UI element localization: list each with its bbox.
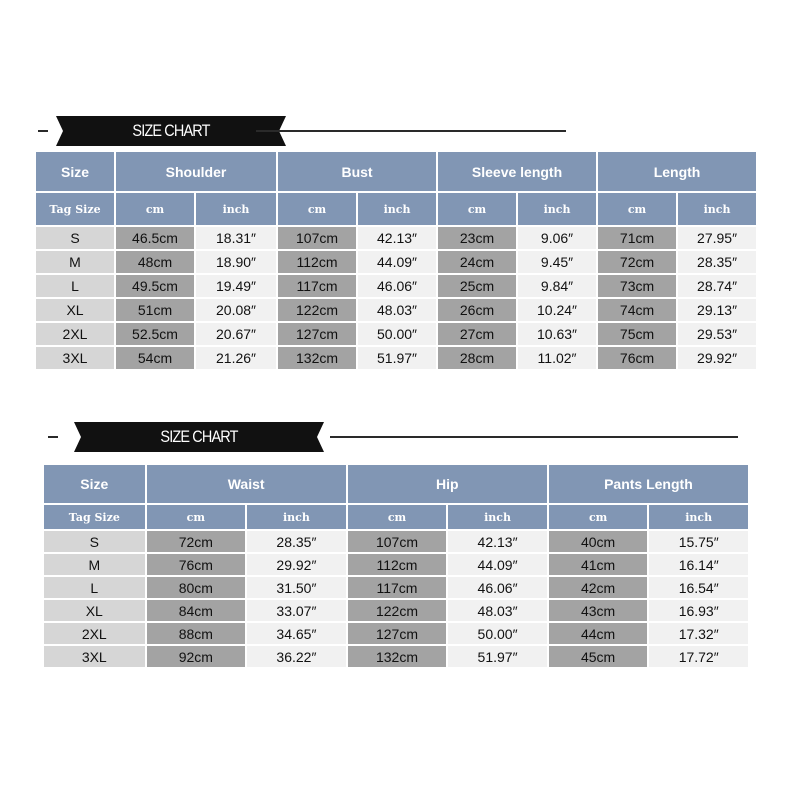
cm-value: 122cm (348, 600, 447, 621)
inch-value: 50.00″ (448, 623, 547, 644)
cm-value: 132cm (278, 347, 356, 369)
cm-value: 24cm (438, 251, 516, 273)
shoulder-header: Shoulder (116, 152, 276, 191)
table-row (44, 531, 748, 552)
cm-value: 44cm (549, 623, 648, 644)
banner-ribbon (56, 116, 286, 146)
inch-value: 17.32″ (649, 623, 748, 644)
inch-value: 44.09″ (358, 251, 436, 273)
inch-value: 10.63″ (518, 323, 596, 345)
cm-value: 27cm (438, 323, 516, 345)
size-label: M (36, 251, 114, 273)
inch-value: 16.54″ (649, 577, 748, 598)
cm-value: 80cm (147, 577, 246, 598)
inch-header: inch (358, 193, 436, 225)
inch-value: 29.13″ (678, 299, 756, 321)
table-row (36, 299, 756, 321)
banner-dash (38, 130, 48, 132)
inch-value: 28.35″ (678, 251, 756, 273)
sleeve-length-header: Sleeve length (438, 152, 596, 191)
tag-size-header: Tag Size (36, 193, 114, 225)
cm-value: 43cm (549, 600, 648, 621)
table-row (44, 600, 748, 621)
inch-value: 20.08″ (196, 299, 276, 321)
cm-value: 72cm (147, 531, 246, 552)
inch-value: 9.06″ (518, 227, 596, 249)
inch-value: 42.13″ (358, 227, 436, 249)
cm-header: cm (598, 193, 676, 225)
bust-header: Bust (278, 152, 436, 191)
cm-value: 92cm (147, 646, 246, 667)
length-header: Length (598, 152, 756, 191)
cm-header: cm (278, 193, 356, 225)
cm-value: 54cm (116, 347, 194, 369)
cm-value: 112cm (278, 251, 356, 273)
size-chart-banner-1 (38, 116, 578, 146)
size-label: L (36, 275, 114, 297)
inch-value: 50.00″ (358, 323, 436, 345)
inch-value: 9.84″ (518, 275, 596, 297)
cm-value: 49.5cm (116, 275, 194, 297)
cm-header: cm (147, 505, 246, 529)
size-label: 3XL (36, 347, 114, 369)
inch-value: 28.35″ (247, 531, 346, 552)
table-row (36, 347, 756, 369)
cm-value: 72cm (598, 251, 676, 273)
banner-ribbon (74, 422, 324, 452)
cm-header: cm (549, 505, 648, 529)
cm-value: 42cm (549, 577, 648, 598)
inch-value: 29.92″ (678, 347, 756, 369)
inch-header: inch (196, 193, 276, 225)
cm-value: 76cm (598, 347, 676, 369)
cm-value: 88cm (147, 623, 246, 644)
cm-value: 45cm (549, 646, 648, 667)
inch-value: 42.13″ (448, 531, 547, 552)
inch-value: 29.92″ (247, 554, 346, 575)
inch-value: 44.09″ (448, 554, 547, 575)
size-label: L (44, 577, 145, 598)
banner-title: SIZE CHART (132, 121, 210, 140)
size-chart-table-1 (34, 150, 758, 371)
inch-header: inch (518, 193, 596, 225)
inch-header: inch (247, 505, 346, 529)
inch-value: 27.95″ (678, 227, 756, 249)
group-header-row (36, 152, 756, 191)
table-row (36, 227, 756, 249)
cm-value: 76cm (147, 554, 246, 575)
cm-value: 23cm (438, 227, 516, 249)
inch-value: 28.74″ (678, 275, 756, 297)
inch-value: 16.14″ (649, 554, 748, 575)
cm-value: 132cm (348, 646, 447, 667)
size-label: XL (44, 600, 145, 621)
cm-header: cm (438, 193, 516, 225)
unit-header-row (36, 193, 756, 225)
inch-value: 48.03″ (358, 299, 436, 321)
size-header: Size (36, 152, 114, 191)
inch-header: inch (649, 505, 748, 529)
cm-header: cm (116, 193, 194, 225)
inch-value: 15.75″ (649, 531, 748, 552)
table-row (44, 623, 748, 644)
inch-value: 29.53″ (678, 323, 756, 345)
inch-value: 10.24″ (518, 299, 596, 321)
banner-rule (330, 436, 738, 438)
cm-value: 122cm (278, 299, 356, 321)
inch-value: 51.97″ (358, 347, 436, 369)
size-label: S (36, 227, 114, 249)
banner-dash (48, 436, 58, 438)
size-chart-banner-2 (48, 422, 748, 452)
size-label: 3XL (44, 646, 145, 667)
tag-size-header: Tag Size (44, 505, 145, 529)
inch-value: 18.90″ (196, 251, 276, 273)
table-row (44, 554, 748, 575)
cm-value: 26cm (438, 299, 516, 321)
table-row (36, 251, 756, 273)
inch-value: 18.31″ (196, 227, 276, 249)
cm-value: 46.5cm (116, 227, 194, 249)
size-label: 2XL (36, 323, 114, 345)
cm-value: 107cm (348, 531, 447, 552)
cm-value: 48cm (116, 251, 194, 273)
hip-header: Hip (348, 465, 547, 503)
cm-value: 74cm (598, 299, 676, 321)
inch-value: 21.26″ (196, 347, 276, 369)
cm-value: 51cm (116, 299, 194, 321)
table-row (44, 577, 748, 598)
cm-header: cm (348, 505, 447, 529)
size-label: M (44, 554, 145, 575)
cm-value: 117cm (278, 275, 356, 297)
group-header-row (44, 465, 748, 503)
inch-value: 31.50″ (247, 577, 346, 598)
inch-value: 36.22″ (247, 646, 346, 667)
pants-length-header: Pants Length (549, 465, 748, 503)
table-row (36, 275, 756, 297)
cm-value: 84cm (147, 600, 246, 621)
inch-value: 17.72″ (649, 646, 748, 667)
cm-value: 71cm (598, 227, 676, 249)
inch-value: 46.06″ (358, 275, 436, 297)
cm-value: 117cm (348, 577, 447, 598)
cm-value: 52.5cm (116, 323, 194, 345)
inch-value: 20.67″ (196, 323, 276, 345)
unit-header-row (44, 505, 748, 529)
inch-value: 34.65″ (247, 623, 346, 644)
inch-value: 46.06″ (448, 577, 547, 598)
cm-value: 107cm (278, 227, 356, 249)
cm-value: 127cm (278, 323, 356, 345)
cm-value: 28cm (438, 347, 516, 369)
size-label: XL (36, 299, 114, 321)
cm-value: 41cm (549, 554, 648, 575)
banner-title: SIZE CHART (160, 427, 238, 446)
table-row (44, 646, 748, 667)
inch-value: 9.45″ (518, 251, 596, 273)
cm-value: 73cm (598, 275, 676, 297)
cm-value: 127cm (348, 623, 447, 644)
table-row (36, 323, 756, 345)
inch-value: 16.93″ (649, 600, 748, 621)
inch-header: inch (678, 193, 756, 225)
banner-rule (256, 130, 566, 132)
inch-value: 11.02″ (518, 347, 596, 369)
size-label: 2XL (44, 623, 145, 644)
cm-value: 25cm (438, 275, 516, 297)
size-chart-table-2 (42, 463, 750, 669)
inch-value: 19.49″ (196, 275, 276, 297)
cm-value: 40cm (549, 531, 648, 552)
inch-value: 48.03″ (448, 600, 547, 621)
cm-value: 75cm (598, 323, 676, 345)
inch-value: 33.07″ (247, 600, 346, 621)
waist-header: Waist (147, 465, 346, 503)
size-label: S (44, 531, 145, 552)
inch-header: inch (448, 505, 547, 529)
cm-value: 112cm (348, 554, 447, 575)
size-header: Size (44, 465, 145, 503)
inch-value: 51.97″ (448, 646, 547, 667)
